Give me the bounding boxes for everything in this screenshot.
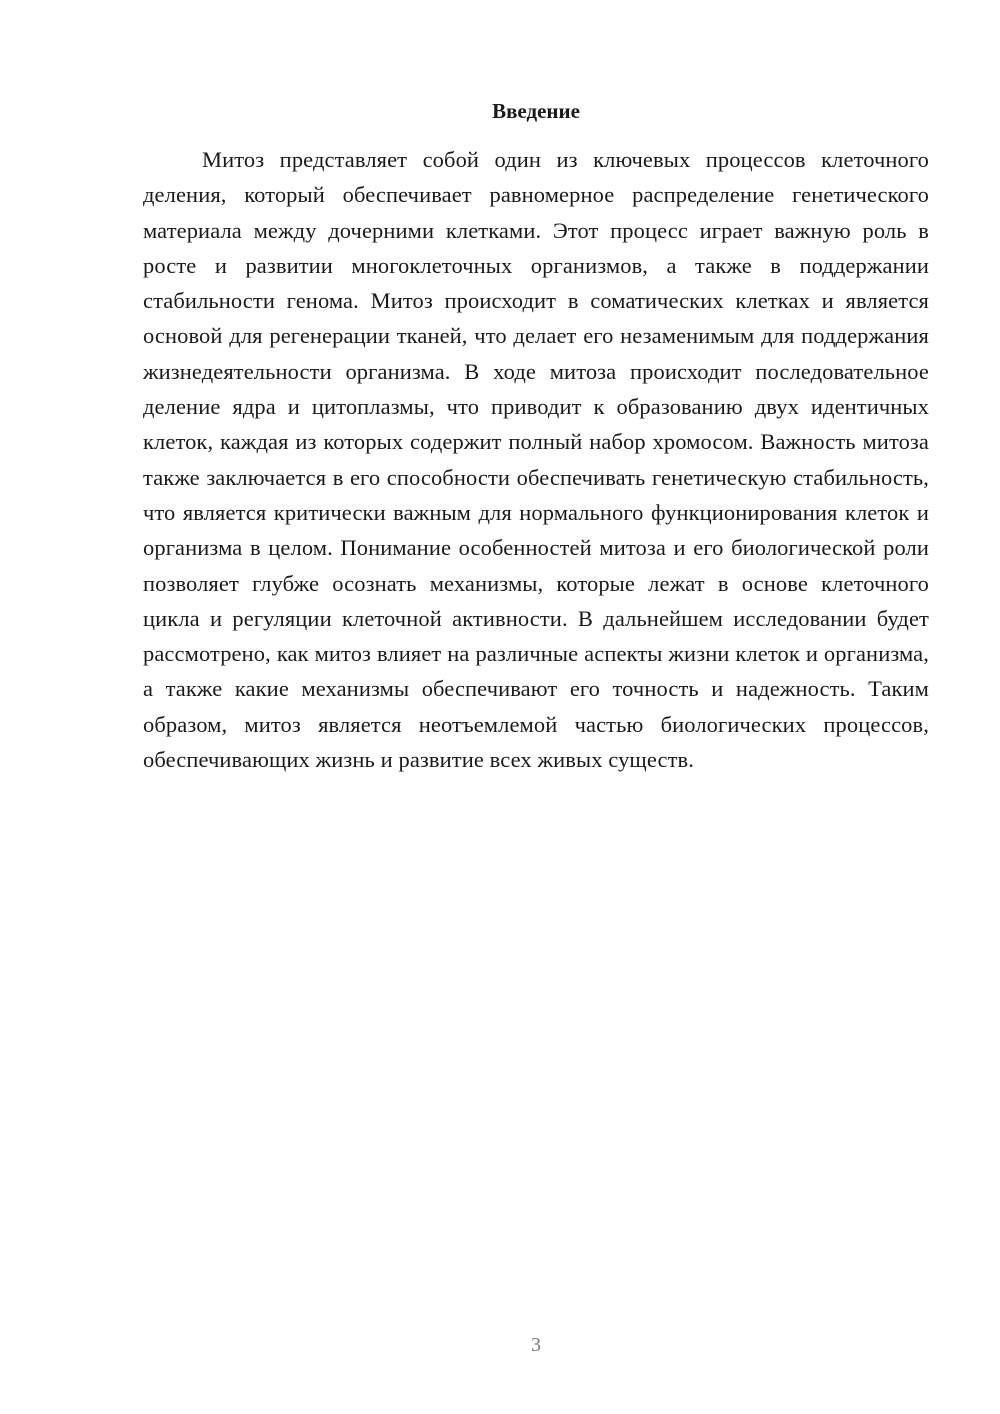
section-heading: Введение [492,99,580,123]
body-paragraph: Митоз представляет собой один из ключевых процессов клеточного деления, который обеспечивает равномерное распределение генетического материала между дочерними клетками. Этот процесс играет важную роль в росте и развитии многоклеточных организмов, а также в поддержании стабильности генома. Митоз происходит в соматических клетках и является основой для регенерации тканей, что делает его незаменимым для поддержания жизнедеятельности организма. В ходе митоза происходит последовательное деление ядра и цитоплазмы, что приводит к образованию двух идентичных клеток, каждая из которых содержит полный набор хромосом. Важность митоза также заключается в его способности обеспечивать генетическую стабильность, что является критически важным для нормального функционирования клеток и организма в целом. Понимание особенностей митоза и его биологической роли позволяет глубже осознать механизмы, которые лежат в основе клеточного цикла и регуляции клеточной активности. В дальнейшем исследовании будет рассмотрено, как митоз влияет на различные аспекты жизни клеток и организма, а также какие механизмы обеспечивают его точность и надежность. Таким образом, митоз является неотъемлемой частью биологических процессов, обеспечивающих жизнь и развитие всех живых существ. [143,147,929,773]
page-number: 3 [531,1334,541,1356]
